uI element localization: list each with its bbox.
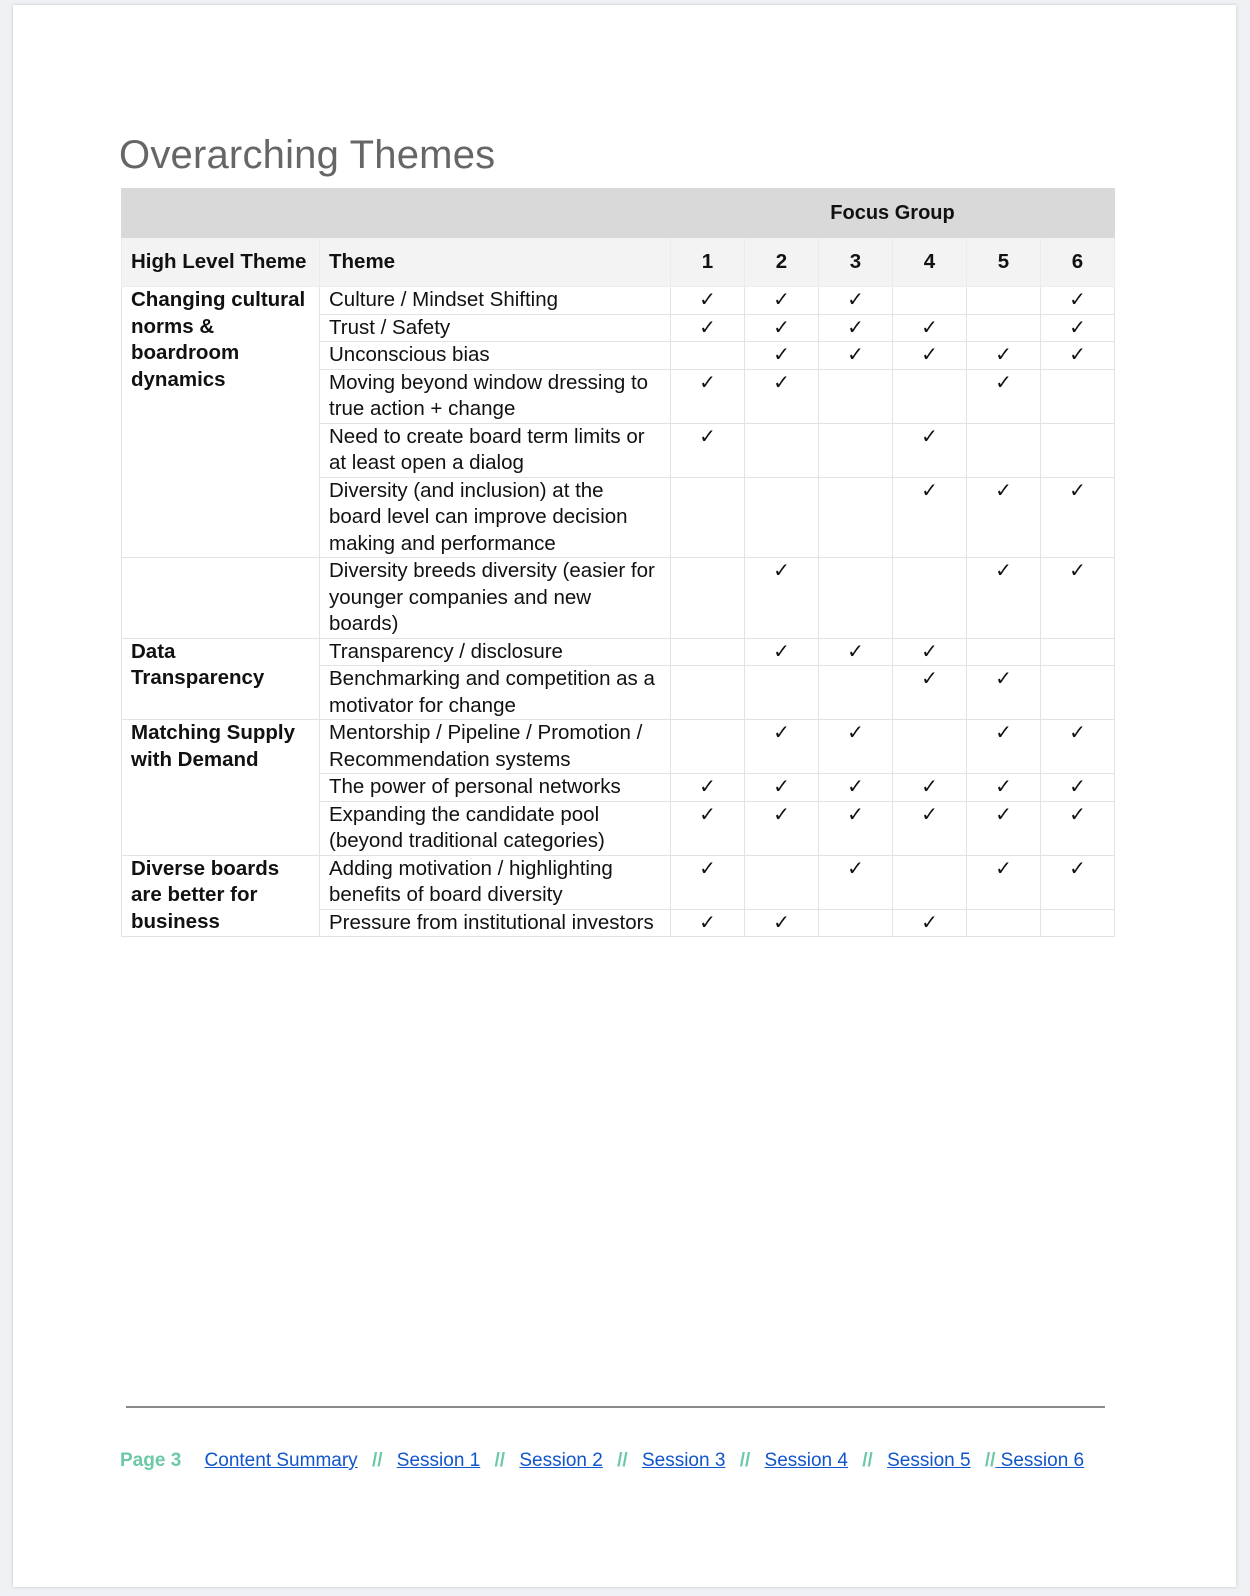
focus-group-4-cell bbox=[893, 342, 967, 370]
checkmark-icon: ✓ bbox=[699, 289, 716, 311]
focus-group-3-cell bbox=[819, 801, 893, 855]
focus-group-4-cell bbox=[893, 423, 967, 477]
checkmark-icon: ✓ bbox=[1069, 803, 1086, 826]
checkmark-icon: ✓ bbox=[699, 857, 716, 880]
focus-group-4-cell bbox=[893, 855, 967, 909]
focus-group-3-cell bbox=[819, 477, 893, 558]
checkmark-icon: ✓ bbox=[847, 316, 864, 339]
checkmark-icon: ✓ bbox=[1069, 722, 1086, 744]
focus-group-6-cell bbox=[1041, 855, 1115, 909]
checkmark-icon: ✓ bbox=[699, 911, 716, 934]
header-empty-cell bbox=[122, 189, 320, 238]
checkmark-icon: ✓ bbox=[995, 803, 1012, 826]
focus-group-4-cell bbox=[893, 801, 967, 855]
focus-group-1-cell bbox=[671, 423, 745, 477]
focus-group-3-cell bbox=[819, 342, 893, 370]
footer-link-session-3[interactable]: Session 3 bbox=[641, 1450, 726, 1471]
focus-group-5-cell bbox=[967, 774, 1041, 802]
focus-group-3-cell bbox=[819, 855, 893, 909]
focus-group-3-cell bbox=[819, 369, 893, 423]
themes-table-body bbox=[122, 287, 1115, 937]
focus-group-5-cell bbox=[967, 638, 1041, 666]
checkmark-icon: ✓ bbox=[847, 722, 864, 744]
table-row bbox=[122, 855, 1115, 909]
focus-group-5-cell bbox=[967, 909, 1041, 937]
focus-group-6-cell bbox=[1041, 638, 1115, 666]
focus-group-6-cell bbox=[1041, 369, 1115, 423]
checkmark-icon: ✓ bbox=[773, 640, 790, 663]
focus-group-header: Focus Group bbox=[671, 189, 1115, 238]
focus-group-3-cell bbox=[819, 287, 893, 315]
checkmark-icon: ✓ bbox=[995, 668, 1012, 690]
focus-group-1-cell bbox=[671, 477, 745, 558]
focus-group-number: 1 bbox=[671, 238, 745, 287]
focus-group-5-cell bbox=[967, 801, 1041, 855]
focus-group-4-cell bbox=[893, 666, 967, 720]
focus-group-5-cell bbox=[967, 369, 1041, 423]
checkmark-icon: ✓ bbox=[1069, 289, 1086, 311]
focus-group-4-cell bbox=[893, 287, 967, 315]
focus-group-5-cell bbox=[967, 477, 1041, 558]
checkmark-icon: ✓ bbox=[921, 911, 938, 934]
document-page bbox=[13, 5, 1236, 1587]
focus-group-3-cell bbox=[819, 423, 893, 477]
theme-cell: Diversity (and inclusion) at the board level can improve decision making and performance bbox=[320, 477, 671, 558]
theme-cell: Moving beyond window dressing to true action + change bbox=[320, 369, 671, 423]
checkmark-icon: ✓ bbox=[995, 371, 1012, 394]
focus-group-3-cell bbox=[819, 558, 893, 639]
focus-group-1-cell bbox=[671, 638, 745, 666]
footer-link-session-6[interactable]: Session 6 bbox=[995, 1450, 1085, 1471]
focus-group-3-cell bbox=[819, 774, 893, 802]
theme-cell: Need to create board term limits or at least open a dialog bbox=[320, 423, 671, 477]
theme-cell: Expanding the candidate pool (beyond traditional categories) bbox=[320, 801, 671, 855]
focus-group-5-cell bbox=[967, 314, 1041, 342]
focus-group-2-cell bbox=[745, 909, 819, 937]
checkmark-icon: ✓ bbox=[773, 560, 790, 582]
focus-group-2-cell bbox=[745, 287, 819, 315]
checkmark-icon: ✓ bbox=[847, 640, 864, 663]
checkmark-icon: ✓ bbox=[699, 776, 716, 798]
checkmark-icon: ✓ bbox=[921, 479, 938, 502]
checkmark-icon: ✓ bbox=[699, 371, 716, 394]
focus-group-6-cell bbox=[1041, 287, 1115, 315]
focus-group-2-cell bbox=[745, 666, 819, 720]
focus-group-5-cell bbox=[967, 342, 1041, 370]
focus-group-4-cell bbox=[893, 638, 967, 666]
focus-group-2-cell bbox=[745, 477, 819, 558]
focus-group-2-cell bbox=[745, 638, 819, 666]
focus-group-1-cell bbox=[671, 342, 745, 370]
focus-group-1-cell bbox=[671, 720, 745, 774]
focus-group-2-cell bbox=[745, 558, 819, 639]
focus-group-6-cell bbox=[1041, 909, 1115, 937]
theme-cell: Trust / Safety bbox=[320, 314, 671, 342]
checkmark-icon: ✓ bbox=[773, 776, 790, 798]
focus-group-1-cell bbox=[671, 314, 745, 342]
focus-group-2-cell bbox=[745, 423, 819, 477]
focus-group-4-cell bbox=[893, 314, 967, 342]
checkmark-icon: ✓ bbox=[995, 857, 1012, 880]
focus-group-2-cell bbox=[745, 720, 819, 774]
table-row bbox=[122, 558, 1115, 639]
theme-cell: Adding motivation / highlighting benefits of board diversity bbox=[320, 855, 671, 909]
focus-group-1-cell bbox=[671, 909, 745, 937]
focus-group-4-cell bbox=[893, 558, 967, 639]
checkmark-icon: ✓ bbox=[699, 425, 716, 448]
focus-group-number: 4 bbox=[893, 238, 967, 287]
footer-link-session-5[interactable]: Session 5 bbox=[887, 1450, 971, 1471]
focus-group-6-cell bbox=[1041, 801, 1115, 855]
theme-cell: Diversity breeds diversity (easier for younger companies and new boards) bbox=[320, 558, 671, 639]
focus-group-4-cell bbox=[893, 369, 967, 423]
focus-group-6-cell bbox=[1041, 774, 1115, 802]
focus-group-1-cell bbox=[671, 855, 745, 909]
checkmark-icon: ✓ bbox=[921, 425, 938, 448]
focus-group-1-cell bbox=[671, 801, 745, 855]
focus-group-4-cell bbox=[893, 774, 967, 802]
footer-separator: // bbox=[371, 1450, 383, 1471]
high-level-theme-header: High Level Theme bbox=[122, 238, 320, 287]
checkmark-icon: ✓ bbox=[921, 803, 938, 826]
focus-group-1-cell bbox=[671, 666, 745, 720]
themes-table bbox=[121, 188, 1115, 937]
high-level-theme-cell: Data Transparency bbox=[122, 638, 320, 720]
footer-link-session-4[interactable]: Session 4 bbox=[764, 1450, 848, 1471]
page-title: Overarching Themes bbox=[119, 133, 496, 177]
focus-group-6-cell bbox=[1041, 666, 1115, 720]
footer-link-content-summary[interactable]: Content Summary bbox=[204, 1450, 358, 1471]
footer-separator: // bbox=[494, 1450, 506, 1471]
table-row bbox=[122, 287, 1115, 315]
theme-cell: Benchmarking and competition as a motivator for change bbox=[320, 666, 671, 720]
focus-group-number: 2 bbox=[745, 238, 819, 287]
theme-cell: Culture / Mindset Shifting bbox=[320, 287, 671, 315]
checkmark-icon: ✓ bbox=[995, 722, 1012, 744]
high-level-theme-cell bbox=[122, 558, 320, 639]
checkmark-icon: ✓ bbox=[1069, 316, 1086, 339]
focus-group-number: 6 bbox=[1041, 238, 1115, 287]
focus-group-5-cell bbox=[967, 558, 1041, 639]
footer-separator: // bbox=[617, 1450, 628, 1471]
focus-group-6-cell bbox=[1041, 477, 1115, 558]
focus-group-2-cell bbox=[745, 314, 819, 342]
focus-group-4-cell bbox=[893, 720, 967, 774]
checkmark-icon: ✓ bbox=[847, 803, 864, 826]
footer-nav bbox=[120, 1450, 1084, 1472]
header-empty-cell bbox=[320, 189, 671, 238]
checkmark-icon: ✓ bbox=[847, 344, 864, 366]
checkmark-icon: ✓ bbox=[773, 289, 790, 311]
footer-link-session-1[interactable]: Session 1 bbox=[396, 1450, 481, 1471]
checkmark-icon: ✓ bbox=[1069, 857, 1086, 880]
checkmark-icon: ✓ bbox=[847, 776, 864, 798]
focus-group-1-cell bbox=[671, 558, 745, 639]
checkmark-icon: ✓ bbox=[921, 640, 938, 663]
focus-group-6-cell bbox=[1041, 720, 1115, 774]
focus-group-4-cell bbox=[893, 909, 967, 937]
theme-cell: Unconscious bias bbox=[320, 342, 671, 370]
focus-group-3-cell bbox=[819, 909, 893, 937]
checkmark-icon: ✓ bbox=[1069, 776, 1086, 798]
checkmark-icon: ✓ bbox=[847, 857, 864, 880]
checkmark-icon: ✓ bbox=[773, 722, 790, 744]
checkmark-icon: ✓ bbox=[995, 776, 1012, 798]
high-level-theme-cell: Diverse boards are better for business bbox=[122, 855, 320, 937]
focus-group-3-cell bbox=[819, 720, 893, 774]
focus-group-5-cell bbox=[967, 720, 1041, 774]
checkmark-icon: ✓ bbox=[921, 668, 938, 690]
high-level-theme-cell: Changing cultural norms & boardroom dynamics bbox=[122, 287, 320, 558]
footer-separator: // bbox=[862, 1450, 873, 1471]
focus-group-6-cell bbox=[1041, 558, 1115, 639]
checkmark-icon: ✓ bbox=[995, 479, 1012, 502]
checkmark-icon: ✓ bbox=[847, 289, 864, 311]
high-level-theme-cell: Matching Supply with Demand bbox=[122, 720, 320, 856]
checkmark-icon: ✓ bbox=[773, 344, 790, 366]
focus-group-2-cell bbox=[745, 369, 819, 423]
table-row bbox=[122, 720, 1115, 774]
checkmark-icon: ✓ bbox=[1069, 344, 1086, 366]
focus-group-3-cell bbox=[819, 314, 893, 342]
focus-group-5-cell bbox=[967, 287, 1041, 315]
theme-cell: Transparency / disclosure bbox=[320, 638, 671, 666]
table-header-row-2 bbox=[122, 238, 1115, 287]
page-number-label: Page 3 bbox=[120, 1450, 182, 1471]
focus-group-3-cell bbox=[819, 666, 893, 720]
checkmark-icon: ✓ bbox=[773, 371, 790, 394]
checkmark-icon: ✓ bbox=[1069, 560, 1086, 582]
focus-group-1-cell bbox=[671, 287, 745, 315]
checkmark-icon: ✓ bbox=[921, 776, 938, 798]
footer-link-session-2[interactable]: Session 2 bbox=[519, 1450, 603, 1471]
checkmark-icon: ✓ bbox=[773, 316, 790, 339]
theme-cell: Mentorship / Pipeline / Promotion / Recommendation systems bbox=[320, 720, 671, 774]
checkmark-icon: ✓ bbox=[995, 560, 1012, 582]
theme-header: Theme bbox=[320, 238, 671, 287]
focus-group-5-cell bbox=[967, 666, 1041, 720]
checkmark-icon: ✓ bbox=[773, 803, 790, 826]
focus-group-3-cell bbox=[819, 638, 893, 666]
checkmark-icon: ✓ bbox=[921, 316, 938, 339]
footer-separator: // bbox=[984, 1450, 996, 1471]
focus-group-6-cell bbox=[1041, 314, 1115, 342]
checkmark-icon: ✓ bbox=[699, 316, 716, 339]
focus-group-1-cell bbox=[671, 774, 745, 802]
theme-cell: The power of personal networks bbox=[320, 774, 671, 802]
checkmark-icon: ✓ bbox=[773, 911, 790, 934]
focus-group-1-cell bbox=[671, 369, 745, 423]
focus-group-2-cell bbox=[745, 774, 819, 802]
focus-group-2-cell bbox=[745, 855, 819, 909]
checkmark-icon: ✓ bbox=[995, 344, 1012, 366]
theme-cell: Pressure from institutional investors bbox=[320, 909, 671, 937]
table-header-row-1 bbox=[122, 189, 1115, 238]
footer-separator: // bbox=[739, 1450, 751, 1471]
focus-group-number: 3 bbox=[819, 238, 893, 287]
focus-group-2-cell bbox=[745, 801, 819, 855]
checkmark-icon: ✓ bbox=[699, 803, 716, 826]
focus-group-5-cell bbox=[967, 423, 1041, 477]
focus-group-2-cell bbox=[745, 342, 819, 370]
focus-group-4-cell bbox=[893, 477, 967, 558]
focus-group-number: 5 bbox=[967, 238, 1041, 287]
focus-group-6-cell bbox=[1041, 342, 1115, 370]
focus-group-5-cell bbox=[967, 855, 1041, 909]
table-row bbox=[122, 638, 1115, 666]
checkmark-icon: ✓ bbox=[1069, 479, 1086, 502]
checkmark-icon: ✓ bbox=[921, 344, 938, 366]
focus-group-6-cell bbox=[1041, 423, 1115, 477]
footer-divider bbox=[126, 1406, 1105, 1408]
